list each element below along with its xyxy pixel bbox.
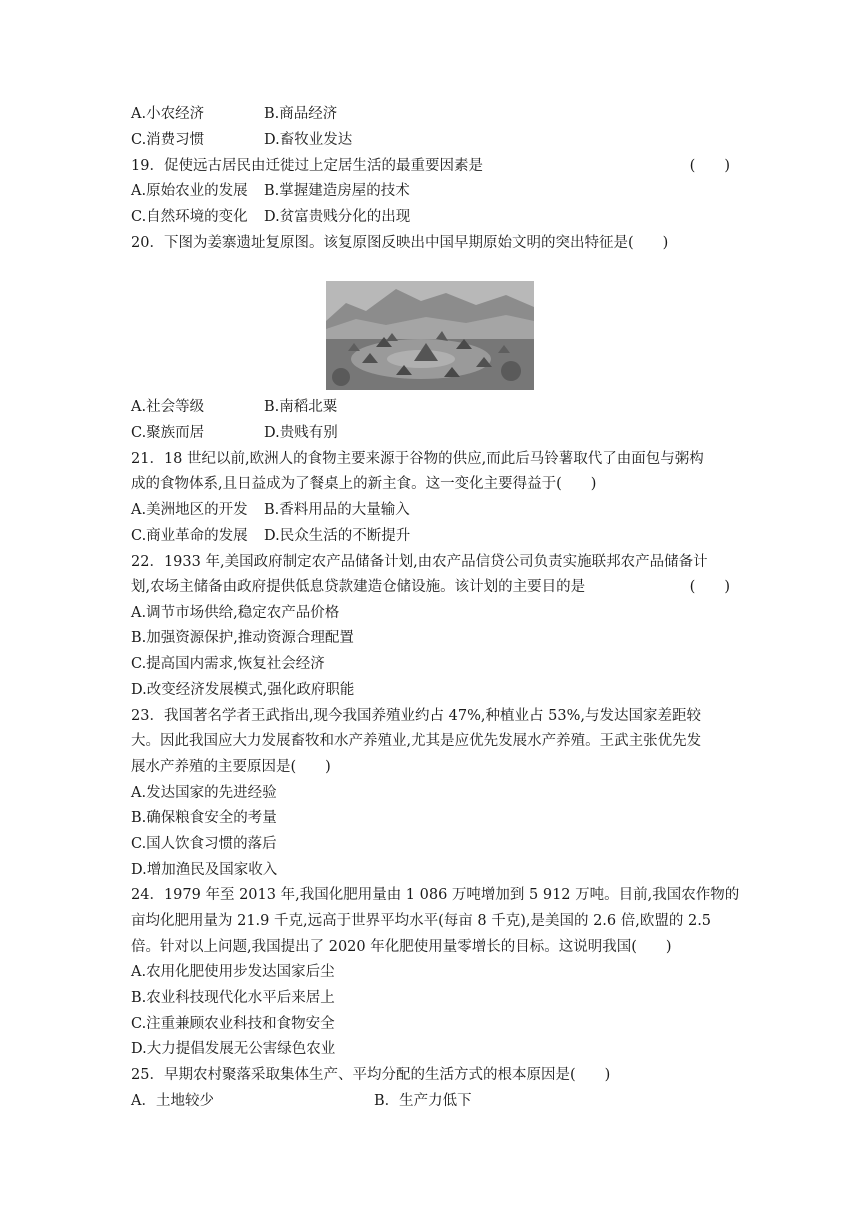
q25-option-b: B．生产力低下 <box>374 1093 472 1109</box>
q18-option-d: D.畜牧业发达 <box>264 132 353 148</box>
q22-option-a: A.调节市场供给,稳定农产品价格 <box>131 605 340 621</box>
q23-option-a: A.发达国家的先进经验 <box>131 785 277 801</box>
q19-option-b: B.掌握建造房屋的技术 <box>264 183 410 199</box>
q22-option-c: C.提高国内需求,恢复社会经济 <box>131 656 325 672</box>
q21-stem-line2: 成的食物体系,且日益成为了餐桌上的新主食。这一变化主要得益于( ) <box>131 476 597 492</box>
q18-option-c: C.消费习惯 <box>131 132 205 148</box>
q23-stem-line2: 大。因此我国应大力发展畜牧和水产养殖业,尤其是应优先发展水产养殖。王武主张优先发 <box>131 733 702 749</box>
q22-option-b: B.加强资源保护,推动资源合理配置 <box>131 630 354 646</box>
q25-option-a: A．土地较少 <box>131 1093 214 1109</box>
q21-option-a: A.美洲地区的开发 <box>131 502 248 518</box>
q21-option-c: C.商业革命的发展 <box>131 528 248 544</box>
q20-option-c: C.聚族而居 <box>131 425 205 441</box>
jiangzhai-site-reconstruction-image <box>326 281 534 390</box>
q24-option-a: A.农用化肥使用步发达国家后尘 <box>131 964 335 980</box>
q22-stem-line2: 划,农场主储备由政府提供低息贷款建造仓储设施。该计划的主要目的是 <box>131 579 586 595</box>
q23-option-b: B.确保粮食安全的考量 <box>131 810 277 826</box>
q21-stem-line1: 21．18 世纪以前,欧洲人的食物主要来源于谷物的供应,而此后马铃薯取代了由面包与粥构 <box>131 451 704 467</box>
q24-option-c: C.注重兼顾农业科技和食物安全 <box>131 1016 335 1032</box>
q21-option-d: D.民众生活的不断提升 <box>264 528 411 544</box>
q22-stem-line1: 22．1933 年,美国政府制定农产品储备计划,由农产品信贷公司负责实施联邦农产品储备计 <box>131 554 708 570</box>
q20-option-d: D.贵贱有别 <box>264 425 338 441</box>
q19-stem: 19．促使远古居民由迁徙过上定居生活的最重要因素是 <box>131 158 483 174</box>
q21-option-b: B.香料用品的大量输入 <box>264 502 410 518</box>
q20-option-b: B.南稻北粟 <box>264 399 338 415</box>
q18-option-a: A.小农经济 <box>131 106 205 122</box>
q18-option-b: B.商品经济 <box>264 106 338 122</box>
q24-option-b: B.农业科技现代化水平后来居上 <box>131 990 335 1006</box>
village-illustration <box>326 281 534 390</box>
q23-stem-line3: 展水产养殖的主要原因是( ) <box>131 759 331 775</box>
q23-option-d: D.增加渔民及国家收入 <box>131 862 278 878</box>
q24-option-d: D.大力提倡发展无公害绿色农业 <box>131 1041 336 1057</box>
q23-stem-line1: 23．我国著名学者王武指出,现今我国养殖业约占 47%,种植业占 53%,与发达国家差距较 <box>131 708 701 724</box>
q22-answer-paren: ( ) <box>689 579 730 595</box>
q19-answer-paren: ( ) <box>689 158 730 174</box>
q24-stem-line1: 24．1979 年至 2013 年,我国化肥用量由 1 086 万吨增加到 5 912 万吨。目前,我国农作物的 <box>131 887 740 903</box>
q19-option-a: A.原始农业的发展 <box>131 183 248 199</box>
q19-option-c: C.自然环境的变化 <box>131 209 248 225</box>
q20-stem: 20．下图为姜寨遗址复原图。该复原图反映出中国早期原始文明的突出特征是( ) <box>131 235 669 251</box>
q19-option-d: D.贫富贵贱分化的出现 <box>264 209 411 225</box>
q20-option-a: A.社会等级 <box>131 399 205 415</box>
q24-stem-line3: 倍。针对以上问题,我国提出了 2020 年化肥使用量零增长的目标。这说明我国( ) <box>131 939 672 955</box>
q25-stem: 25．早期农村聚落采取集体生产、平均分配的生活方式的根本原因是( ) <box>131 1067 611 1083</box>
q22-option-d: D.改变经济发展模式,强化政府职能 <box>131 682 355 698</box>
q24-stem-line2: 亩均化肥用量为 21.9 千克,远高于世界平均水平(每亩 8 千克),是美国的 2.6 倍,欧盟的 2.5 <box>131 913 712 929</box>
q23-option-c: C.国人饮食习惯的落后 <box>131 836 277 852</box>
